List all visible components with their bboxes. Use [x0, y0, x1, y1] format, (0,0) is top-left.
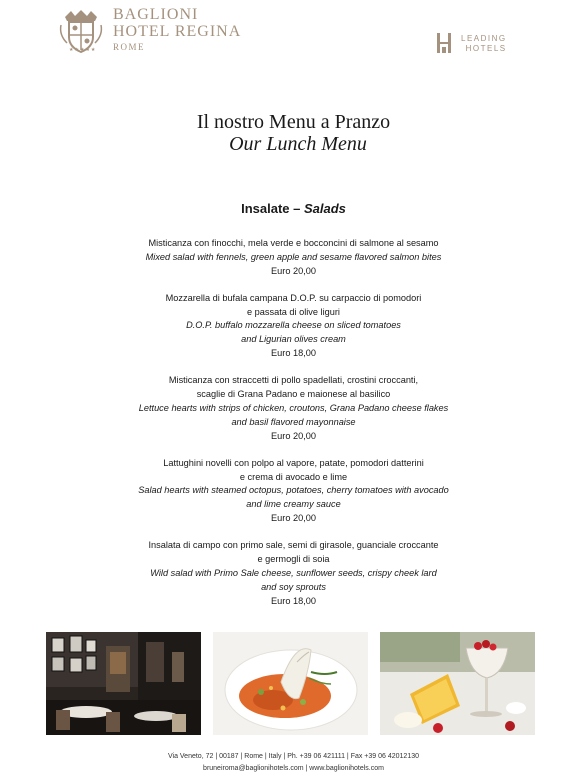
footer-email-website: bruneiroma@baglionihotels.com | www.baglionihotels.com	[203, 765, 384, 772]
restaurant-interior-photo	[46, 632, 201, 735]
dish-item	[100, 539, 487, 608]
section-title	[0, 201, 587, 216]
dish-italian-line: Misticanza con straccetti di pollo spadellati, crostini croccanti,	[168, 375, 419, 386]
hotel-stars: ★★★★★	[69, 47, 97, 53]
section-title-english: Salads	[303, 201, 346, 216]
dish-english-line: Wild salad with Primo Sale cheese, sunflower seeds, crispy cheek lard	[150, 567, 437, 578]
fish-dish-photo	[213, 632, 368, 735]
dish-price: Euro 18,00	[271, 595, 316, 606]
dish-price: Euro 20,00	[271, 430, 316, 441]
menu-title	[0, 111, 587, 155]
lhw-text	[461, 34, 507, 54]
hotel-brand-name	[113, 6, 241, 52]
footer-contact	[0, 751, 587, 775]
section-title-italian: Insalate –	[241, 201, 304, 216]
brand-city: ROME	[113, 42, 146, 52]
dessert-photo	[380, 632, 535, 735]
leading-hotels-logo	[437, 32, 517, 54]
dish-price: Euro 20,00	[271, 513, 316, 524]
dish-italian-line: Misticanza con finocchi, mela verde e bocconcini di salmone al sesamo	[148, 238, 439, 248]
footer-address: Via Veneto, 72 | 00187 | Rome | Italy | Ph. +39 06 421111 | Fax +39 06 42012130	[167, 753, 420, 760]
dish-english-line: D.O.P. buffalo mozzarella cheese on sliced tomatoes	[186, 320, 401, 331]
dish-english-line: Lettuce hearts with strips of chicken, croutons, Grana Padano cheese flakes	[138, 402, 449, 413]
dish-italian-line: e germogli di soia	[257, 554, 330, 565]
dish-italian-line: e passata di olive liguri	[247, 306, 340, 317]
dish-price: Euro 18,00	[271, 348, 316, 359]
lhw-line-2: HOTELS	[465, 44, 507, 53]
dish-english-line: and soy sprouts	[261, 581, 326, 592]
dish-item	[100, 457, 487, 526]
brand-line-1: BAGLIONI	[113, 6, 199, 23]
menu-title-english: Our Lunch Menu	[229, 133, 367, 155]
dish-item	[100, 292, 487, 361]
dish-italian-line: Lattughini novelli con polpo al vapore, patate, pomodori datterini	[163, 457, 424, 468]
lhw-line-1: LEADING	[461, 34, 507, 43]
dish-price: Euro 20,00	[271, 265, 316, 276]
dish-italian-line: e crema di avocado e lime	[239, 471, 348, 482]
brand-line-2: HOTEL REGINA	[113, 23, 242, 40]
menu-title-italian: Il nostro Menu a Pranzo	[196, 111, 391, 133]
dish-italian-line: Mozzarella di bufala campana D.O.P. su carpaccio di pomodori	[165, 292, 422, 303]
dish-english-line: and Ligurian olives cream	[241, 334, 346, 345]
dish-english-line: and lime creamy sauce	[246, 499, 341, 510]
dish-list	[100, 237, 487, 622]
dish-italian-line: Insalata di campo con primo sale, semi di girasole, guanciale croccante	[148, 540, 439, 551]
photo-strip	[46, 632, 536, 735]
dish-italian-line: scaglie di Grana Padano e maionese al basilico	[196, 389, 391, 400]
dish-english-line: and basil flavored mayonnaise	[231, 416, 356, 427]
dish-english-line: Salad hearts with steamed octopus, potatoes, cherry tomatoes with avocado	[138, 485, 449, 496]
letterhead	[0, 0, 587, 70]
dish-english-line: Mixed salad with fennels, green apple and sesame flavored salmon bites	[145, 251, 442, 262]
lhw-mark-icon	[437, 33, 451, 53]
dish-item	[100, 374, 487, 443]
dish-item	[100, 237, 487, 278]
